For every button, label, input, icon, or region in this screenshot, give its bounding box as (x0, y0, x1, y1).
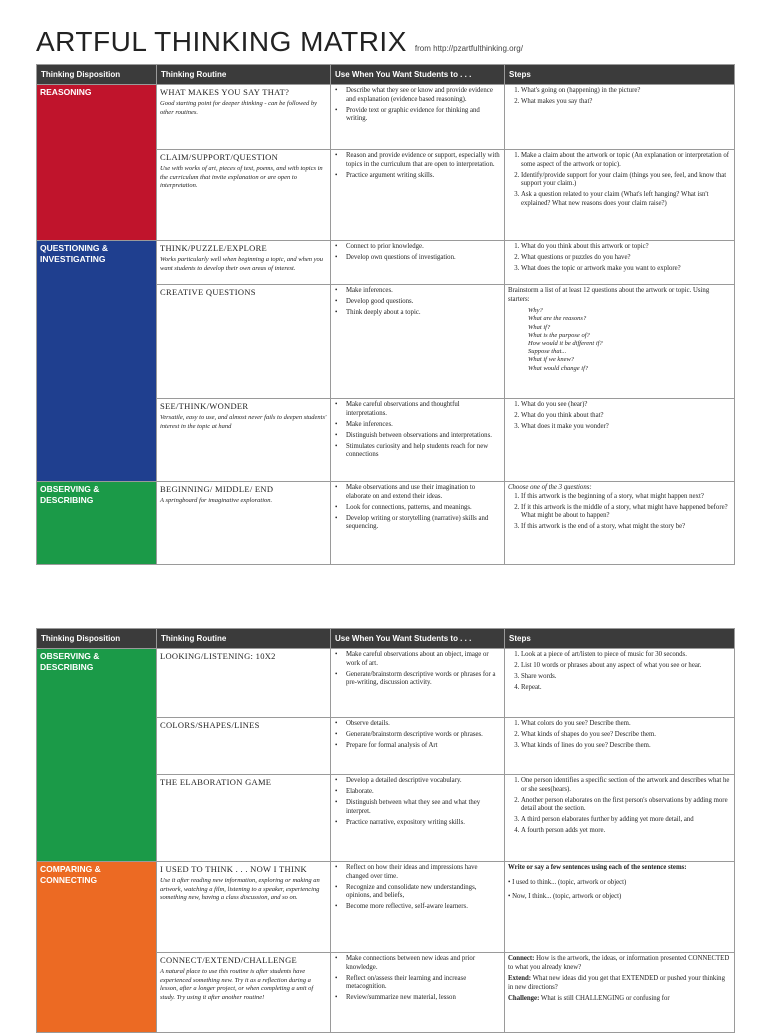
routine-name: WHAT MAKES YOU SAY THAT? (160, 87, 290, 97)
use-item: • Become more reflective, self-aware learners. (346, 903, 501, 912)
starter-item: What would change if? (528, 364, 589, 372)
steps-cell (505, 649, 735, 718)
step-item: 4. Repeat. (521, 684, 731, 693)
step-item: 1. What colors do you see? Describe them. (521, 720, 731, 729)
use-cell (331, 285, 505, 399)
table-row (37, 649, 735, 718)
routine-name: CREATIVE QUESTIONS (160, 287, 256, 297)
use-item: • Recognize and consolidate new understandings, opinions, and beliefs, (346, 884, 501, 901)
routine-name: COLORS/SHAPES/LINES (160, 720, 260, 730)
use-cell (331, 953, 505, 1033)
routine-name: THINK/PUZZLE/EXPLORE (160, 243, 268, 253)
routine-cell (157, 649, 331, 718)
routine-name: CONNECT/EXTEND/CHALLENGE (160, 955, 298, 965)
routine-cell (157, 482, 331, 565)
use-item: • Reflect on/assess their learning and increase metacognition. (346, 975, 501, 992)
step-item: 2. Identify/provide support for your claim (things you see, feel, and know that support your claim.) (521, 172, 731, 189)
steps-cell (505, 85, 735, 150)
use-cell (331, 862, 505, 953)
col-header-steps: Steps (505, 65, 735, 85)
use-item: • Describe what they see or know and provide evidence and explanation (evidence based reasoning). (346, 87, 501, 104)
connect-label: Connect: (508, 955, 535, 962)
matrix-table-1 (36, 64, 735, 565)
use-item: • Stimulates curiosity and help students reach for new connections (346, 443, 501, 460)
use-cell (331, 649, 505, 718)
table-row (37, 482, 735, 565)
use-item: • Review/summarize new material, lesson (346, 994, 501, 1003)
use-item: • Distinguish between what they see and what they interpret. (346, 799, 501, 816)
use-item: • Develop good questions. (346, 298, 501, 307)
step-item: 2. What makes you say that? (521, 98, 731, 107)
table-row (37, 241, 735, 285)
connect-line (508, 955, 731, 972)
disposition-reasoning: REASONING (37, 85, 157, 241)
header-row (37, 65, 735, 85)
use-item: • Practice narrative, expository writing skills. (346, 819, 501, 828)
use-cell (331, 399, 505, 482)
use-item: • Generate/brainstorm descriptive words or phrases for a pre-writing, discussion activity. (346, 671, 501, 688)
routine-cell (157, 862, 331, 953)
disposition-comparing: COMPARING & CONNECTING (37, 862, 157, 1033)
use-cell (331, 775, 505, 862)
routine-cell (157, 85, 331, 150)
table-row (37, 862, 735, 953)
step-item: 2. What do you think about that? (521, 412, 731, 421)
starter-item: What is the purpose of? (528, 331, 590, 339)
step-item: 3. If this artwork is the end of a story, what might the story be? (521, 523, 731, 532)
col-header-use-when: Use When You Want Students to . . . (331, 629, 505, 649)
col-header-use-when: Use When You Want Students to . . . (331, 65, 505, 85)
header-row (37, 629, 735, 649)
steps-cell (505, 862, 735, 953)
steps-cell (505, 718, 735, 775)
routine-note: Works particularly well when beginning a topic, and when you want students to develop their own areas of interest. (160, 256, 323, 272)
starter-item: What if we knew? (528, 356, 575, 364)
use-item: • Elaborate. (346, 788, 501, 797)
disposition-questioning: QUESTIONING & INVESTIGATING (37, 241, 157, 482)
step-item: 2. List 10 words or phrases about any aspect of what you see or hear. (521, 662, 731, 671)
steps-intro: Brainstorm a list of at least 12 questions about the artwork or topic. Using starters: (508, 287, 710, 303)
use-item: • Generate/brainstorm descriptive words or phrases. (346, 731, 501, 740)
matrix-table-2 (36, 628, 735, 1033)
step-item: 1. Look at a piece of art/listen to piece of music for 30 seconds. (521, 651, 731, 660)
use-item: • Think deeply about a topic. (346, 309, 501, 318)
challenge-line (508, 995, 731, 1004)
step-item: 3. Ask a question related to your claim (What's left hanging? What isn't explained? What new reasons does your claim raise?) (521, 191, 731, 208)
use-item: • Look for connections, patterns, and meanings. (346, 504, 501, 513)
routine-name: CLAIM/SUPPORT/QUESTION (160, 152, 279, 162)
use-item: • Make inferences. (346, 421, 501, 430)
steps-cell (505, 241, 735, 285)
step-item: 3. What kinds of lines do you see? Describe them. (521, 742, 731, 751)
starter-item: Suppose that... (528, 348, 567, 356)
routine-cell (157, 953, 331, 1033)
col-header-routine: Thinking Routine (157, 65, 331, 85)
steps-cell (505, 482, 735, 565)
routine-name: LOOKING/LISTENING: 10X2 (160, 651, 276, 661)
step-item: 3. What does it make you wonder? (521, 423, 731, 432)
steps-intro: Write or say a few sentences using each of the sentence stems: (508, 864, 687, 871)
page-title-block (36, 26, 523, 58)
use-item: • Make connections between new ideas and prior knowledge. (346, 955, 501, 972)
use-item: • Reflect on how their ideas and impressions have changed over time. (346, 864, 501, 881)
extend-line (508, 975, 731, 992)
use-item: • Connect to prior knowledge. (346, 243, 501, 252)
routine-cell (157, 399, 331, 482)
connect-text: How is the artwork, the ideas, or information presented CONNECTED to what you already knew? (508, 955, 730, 971)
steps-cell (505, 150, 735, 241)
page-title: ARTFUL THINKING MATRIX (36, 26, 407, 57)
use-item: • Observe details. (346, 720, 501, 729)
extend-label: Extend: (508, 975, 532, 983)
step-item: 3. A third person elaborates further by adding yet more detail, and (521, 816, 731, 825)
routine-name: BEGINNING/ MIDDLE/ END (160, 484, 274, 494)
use-item: • Make careful observations and thoughtful interpretations. (346, 401, 501, 418)
routine-cell (157, 150, 331, 241)
step-item: 1. Make a claim about the artwork or topic (An explanation or interpretation of some aspect of the artwork or topic). (521, 152, 731, 169)
routine-name: THE ELABORATION GAME (160, 777, 272, 787)
steps-cell (505, 775, 735, 862)
table-row (37, 85, 735, 150)
stem-line: • Now, I think... (topic, artwork or object) (508, 893, 622, 901)
step-item: 1. What's going on (happening) in the picture? (521, 87, 731, 96)
stem-line: • I used to think... (topic, artwork or object) (508, 878, 627, 886)
use-item: • Practice argument writing skills. (346, 172, 501, 181)
disposition-observing: OBSERVING & DESCRIBING (37, 482, 157, 565)
use-cell (331, 150, 505, 241)
disposition-observing: OBSERVING & DESCRIBING (37, 649, 157, 862)
routine-note: A natural place to use this routine is after students have experienced something new. Try it as a reflection during a lesson, after a longer project, or when completing a unit of study. Try using it after another routine! (160, 968, 314, 1001)
starter-item: Why? (528, 307, 543, 315)
routine-cell (157, 241, 331, 285)
use-item: • Develop own questions of investigation. (346, 254, 501, 263)
challenge-label: Challenge: (508, 995, 540, 1003)
col-header-routine: Thinking Routine (157, 629, 331, 649)
routine-cell (157, 718, 331, 775)
starter-item: How would it be different if? (528, 340, 603, 347)
steps-cell (505, 953, 735, 1033)
steps-cell (505, 399, 735, 482)
extend-text: What new ideas did you get that EXTENDED or pushed your thinking in new directions? (508, 975, 725, 991)
routine-name: I USED TO THINK . . . NOW I THINK (160, 864, 307, 874)
routine-name: SEE/THINK/WONDER (160, 401, 249, 411)
steps-intro: Choose one of the 3 questions: (508, 484, 592, 491)
routine-note: Use it after reading new information, exploring or making an artwork, watching a film, listening to a speaker, experiencing something new, having a class discussion, and so on. (160, 877, 320, 901)
use-item: • Prepare for formal analysis of Art (346, 742, 501, 751)
use-cell (331, 482, 505, 565)
use-cell (331, 85, 505, 150)
routine-cell (157, 285, 331, 399)
use-item: • Develop a detailed descriptive vocabulary. (346, 777, 501, 786)
use-item: • Make observations and use their imagination to elaborate on and extend their ideas. (346, 484, 501, 501)
routine-note: Good starting point for deeper thinking - can be followed by other routines. (160, 100, 318, 116)
use-item: • Make inferences. (346, 287, 501, 296)
step-item: 1. If this artwork is the beginning of a story, what might happen next? (521, 493, 731, 502)
routine-cell (157, 775, 331, 862)
step-item: 2. What questions or puzzles do you have? (521, 254, 731, 263)
step-item: 4. A fourth person adds yet more. (521, 827, 731, 836)
use-cell (331, 718, 505, 775)
use-item: • Develop writing or storytelling (narrative) skills and sequencing. (346, 515, 501, 532)
use-item: • Provide text or graphic evidence for thinking and writing. (346, 107, 501, 124)
col-header-steps: Steps (505, 629, 735, 649)
starter-item: What are the reasons? (528, 315, 587, 323)
use-item: • Distinguish between observations and interpretations. (346, 432, 501, 441)
step-item: 2. What kinds of shapes do you see? Describe them. (521, 731, 731, 740)
step-item: 2. Another person elaborates on the first person's observations by adding more detail about the section. (521, 797, 731, 814)
col-header-disposition: Thinking Disposition (37, 65, 157, 85)
use-item: • Make careful observations about an object, image or work of art. (346, 651, 501, 668)
routine-note: A springboard for imaginative exploration. (160, 497, 273, 504)
challenge-text: What is still CHALLENGING or confusing for (540, 995, 670, 1003)
step-item: 3. Share words. (521, 673, 731, 682)
use-item: • Reason and provide evidence or support, especially with topics in the curriculum that are open to interpretation. (346, 152, 501, 169)
step-item: 1. What do you see (hear)? (521, 401, 731, 410)
source-note: from http://pzartfulthinking.org/ (414, 44, 523, 53)
routine-note: Use with works of art, pieces of text, poems, and with topics in the curriculum that invite explanation or are open to interpretation. (160, 165, 323, 189)
step-item: 1. What do you think about this artwork or topic? (521, 243, 731, 252)
step-item: 3. What does the topic or artwork make you want to explore? (521, 265, 731, 274)
col-header-disposition: Thinking Disposition (37, 629, 157, 649)
steps-cell (505, 285, 735, 399)
routine-note: Versatile, easy to use, and almost never fails to deepen students' interest in the topic at hand (160, 414, 327, 430)
use-cell (331, 241, 505, 285)
step-item: 1. One person identifies a specific section of the artwork and describes what he or she sees(hears). (521, 777, 731, 794)
starter-item: What if? (528, 323, 551, 331)
step-item: 2. If it this artwork is the middle of a story, what might have happened before? What might be about to happen? (521, 504, 731, 521)
